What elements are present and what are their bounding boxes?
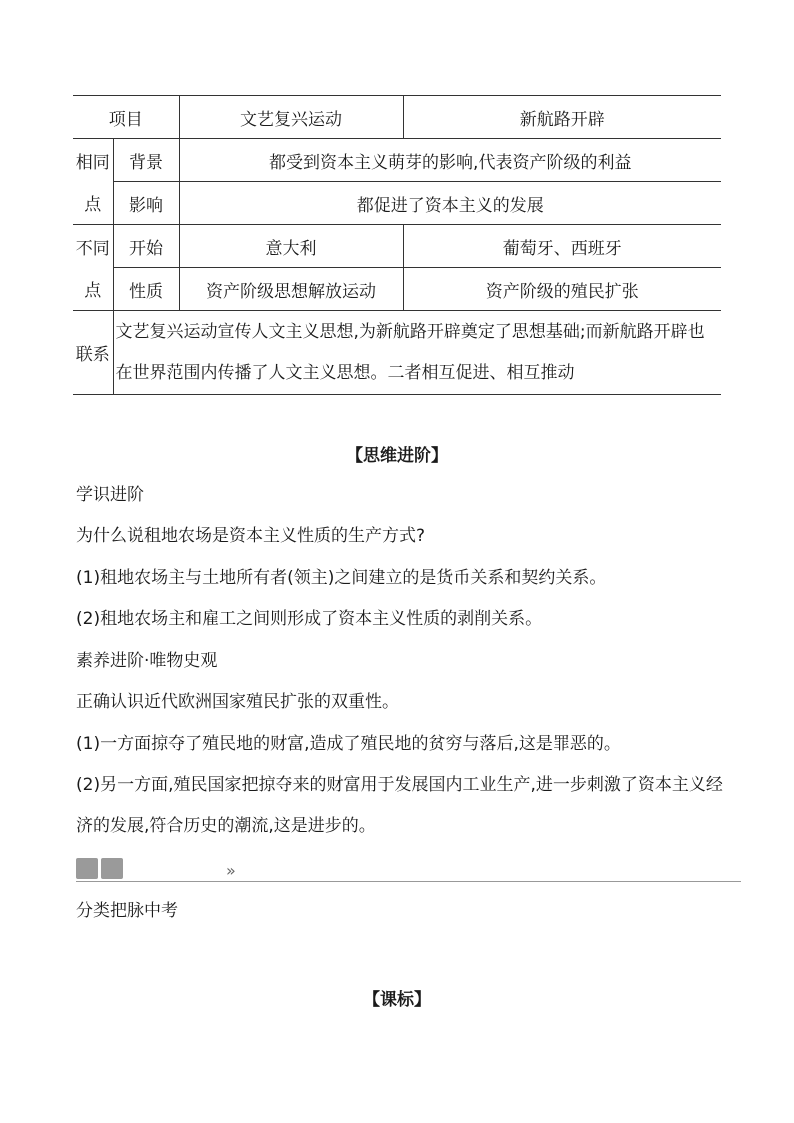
group-same-bottom: 点 xyxy=(73,182,113,225)
double-chevron-icon: » xyxy=(226,861,236,880)
answer-2-1: (1)一方面掠夺了殖民地的财富,造成了殖民地的贫穷与落后,这是罪恶的。 xyxy=(76,734,621,754)
answer-1-2: (2)租地农场主和雇工之间则形成了资本主义性质的剥削关系。 xyxy=(76,609,543,629)
cell-start-new-route: 葡萄牙、西班牙 xyxy=(403,225,721,268)
section-title-curriculum: 【课标】 xyxy=(363,990,431,1010)
group-diff-top: 不同 xyxy=(75,238,110,259)
header-renaissance: 文艺复兴运动 xyxy=(179,96,403,139)
cell-nature-renaissance: 资产阶级思想解放运动 xyxy=(179,268,403,311)
table-row xyxy=(73,139,721,182)
header-new-route: 新航路开辟 xyxy=(403,96,721,139)
heading-xueshi: 学识进阶 xyxy=(76,485,144,505)
table-row xyxy=(73,311,721,395)
answer-2-2: (2)另一方面,殖民国家把掠夺来的财富用于发展国内工业生产,进一步刺激了资本主义经济的发展,符合历史的潮流,这是进步的。 xyxy=(76,775,723,836)
row-label-start: 开始 xyxy=(113,225,179,268)
square-icon xyxy=(76,858,98,879)
cell-impact: 都促进了资本主义的发展 xyxy=(179,182,721,225)
row-label-background: 背景 xyxy=(113,139,179,182)
square-icon xyxy=(101,858,123,879)
question-2: 正确认识近代欧洲国家殖民扩张的双重性。 xyxy=(76,692,399,712)
cell-start-renaissance: 意大利 xyxy=(179,225,403,268)
table-header-row xyxy=(73,96,721,139)
cell-nature-new-route: 资产阶级的殖民扩张 xyxy=(403,268,721,311)
row-label-nature: 性质 xyxy=(113,268,179,311)
cell-background: 都受到资本主义萌芽的影响,代表资产阶级的利益 xyxy=(179,139,721,182)
group-diff-bottom: 点 xyxy=(73,268,113,311)
table-row xyxy=(73,225,721,268)
section-title-thinking: 【思维进阶】 xyxy=(346,446,448,466)
heading-classify: 分类把脉中考 xyxy=(76,901,178,921)
table-row xyxy=(73,268,721,311)
header-item: 项目 xyxy=(73,96,179,139)
comparison-table xyxy=(73,95,721,395)
row-label-impact: 影响 xyxy=(113,182,179,225)
answer-1-1: (1)租地农场主与土地所有者(领主)之间建立的是货币关系和契约关系。 xyxy=(76,568,607,588)
group-same-top: 相同 xyxy=(75,152,110,173)
question-1: 为什么说租地农场是资本主义性质的生产方式? xyxy=(76,526,426,546)
row-label-connection: 联系 xyxy=(73,311,113,395)
heading-suyang: 素养进阶·唯物史观 xyxy=(76,651,218,671)
cell-connection: 文艺复兴运动宣传人文主义思想,为新航路开辟奠定了思想基础;而新航路开辟也在世界范围内传播了人文主义思想。二者相互促进、相互推动 xyxy=(113,311,721,395)
section-divider-bar xyxy=(76,857,741,882)
table-row xyxy=(73,182,721,225)
